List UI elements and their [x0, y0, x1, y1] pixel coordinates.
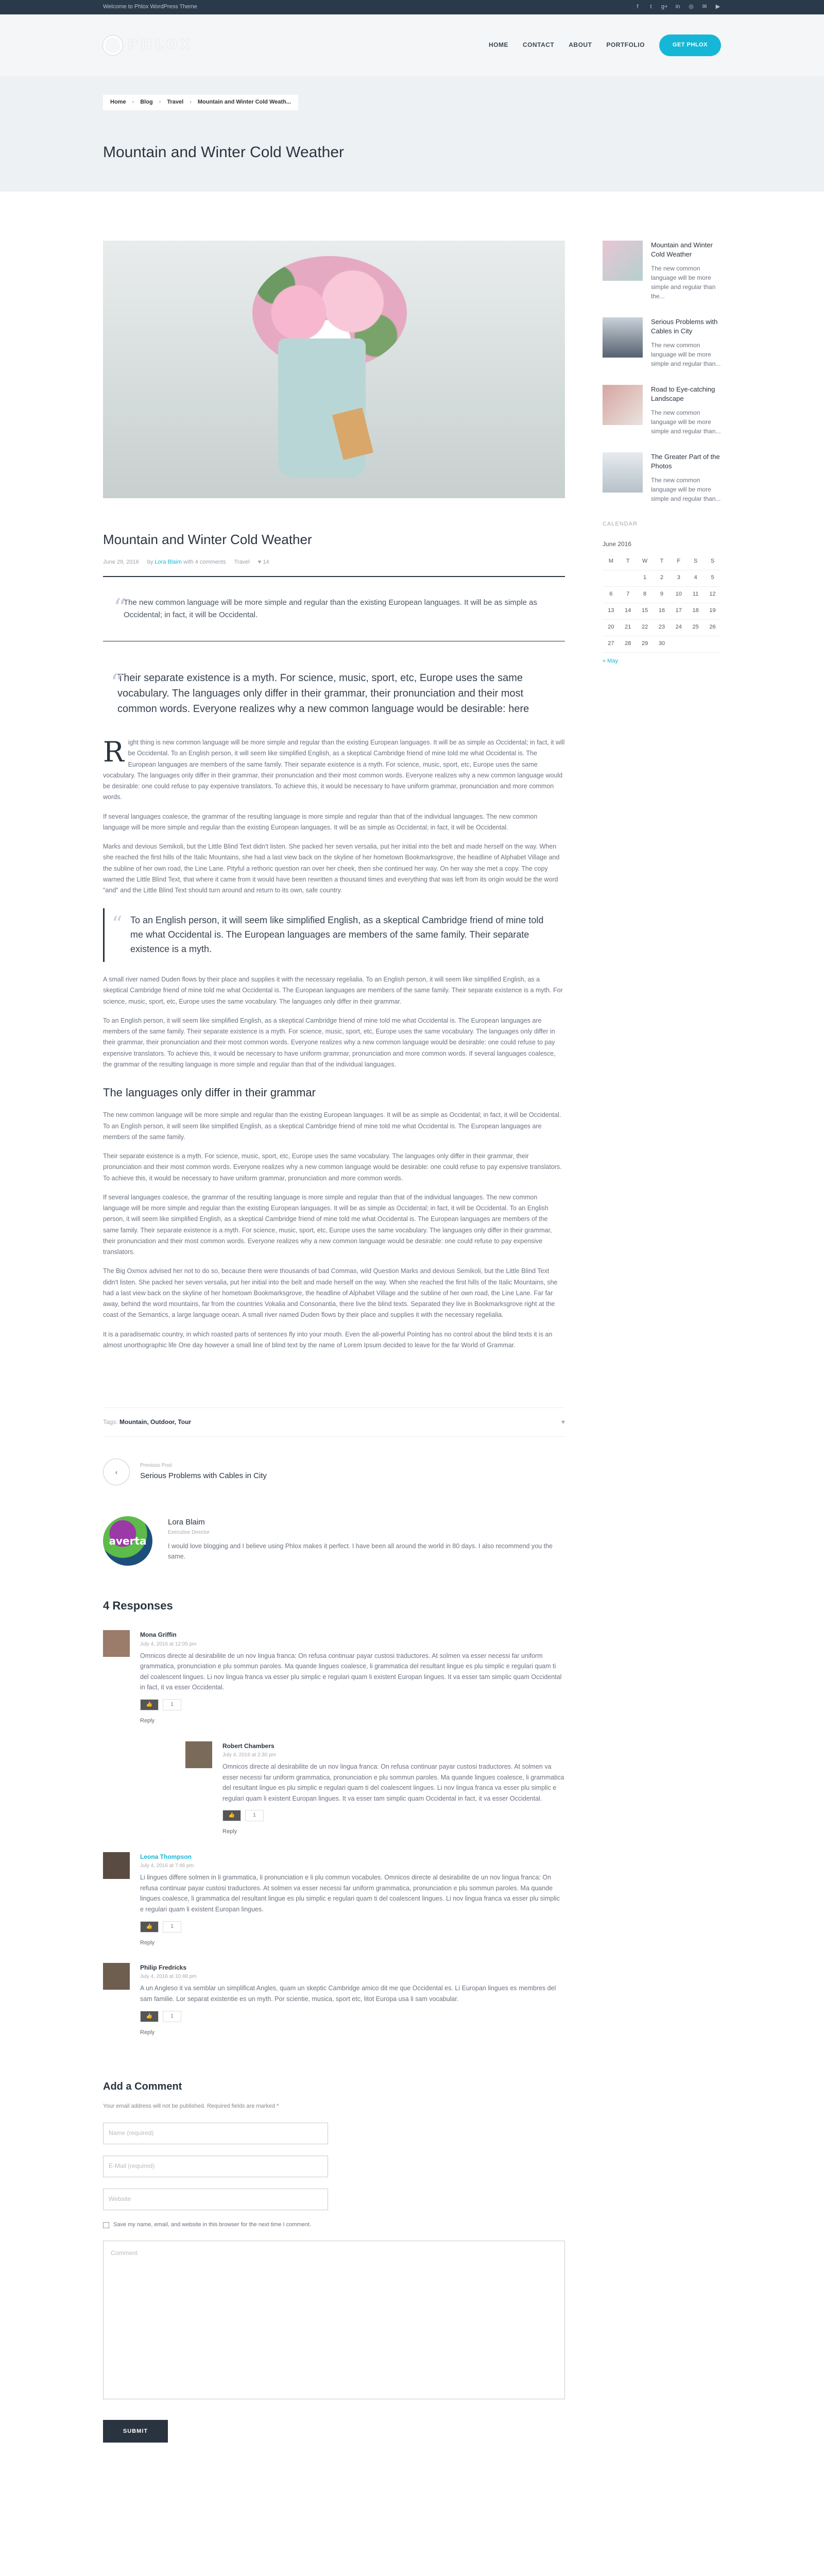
comment-text: A un Angleso it va semblar un simplificat Angles, quam un skeptic Cambridge amico dit me que Occidental es. Li Europan lingues es membres del sam familie. Lor separat existentie es un myth. Por scientie, musica, sport etc, litot Europa usa li sam vocabular. — [140, 1985, 556, 2003]
comment-date: July 4, 2016 at 7:46 pm — [140, 1863, 194, 1869]
quote-icon: “ — [112, 912, 123, 937]
nav-portfolio[interactable]: PORTFOLIO — [606, 41, 645, 49]
thumbs-up-icon[interactable]: 👍 — [222, 1810, 241, 1821]
youtube-icon[interactable]: ▶ — [715, 4, 720, 10]
section-heading: The languages only differ in their grammar — [103, 1086, 316, 1099]
calendar-prev-link[interactable]: « May — [603, 657, 618, 664]
main-nav — [489, 35, 721, 56]
nav-about[interactable]: ABOUT — [569, 41, 592, 49]
post-main — [103, 241, 565, 2443]
sidebar-post-thumb[interactable] — [603, 452, 643, 493]
name-input[interactable]: Name (required) — [103, 2123, 328, 2144]
submit-button[interactable]: SUBMIT — [103, 2420, 168, 2443]
comment-avatar — [185, 1741, 212, 1768]
author-name[interactable]: Lora Blaim — [168, 1518, 205, 1527]
crumb-home[interactable]: Home — [110, 99, 126, 105]
email-input[interactable]: E-Mail (required) — [103, 2156, 328, 2177]
previous-post[interactable]: ‹ Previous Post Serious Problems with Cables in City — [103, 1459, 565, 1485]
website-input[interactable]: Website — [103, 2189, 328, 2210]
crumb-blog[interactable]: Blog — [140, 99, 153, 105]
crumb-current: Mountain and Winter Cold Weath... — [197, 99, 291, 105]
comment-avatar — [103, 1630, 130, 1657]
paragraph: The new common language will be more simple and regular than the existing European languages. It will be as simple as Occidental; in fact, it will be Occidental. To an English person, it will seem like simplified English, as a skeptical Cambridge friend of mine told me what Occidental is. The European languages are members of the same family. — [103, 1111, 561, 1141]
author-bio: I would love blogging and I believe using Phlox makes it perfect. I have been all around the world in 80 days. I also recommend you the same. — [168, 1543, 553, 1561]
calendar-month: June 2016 — [603, 540, 632, 548]
paragraph: It is a paradisematic country, in which roasted parts of sentences fly into your mouth. Even the all-powerful Pointing has no control about the blind texts it is an almost unorthographic life One day however a small line of blind text by the name of Lorem Ipsum decided to leave for the far World of Grammar. — [103, 1330, 553, 1349]
like-count: 1 — [163, 2011, 181, 2022]
sidebar-post-thumb[interactable] — [603, 241, 643, 281]
comment-author[interactable]: Robert Chambers — [222, 1742, 274, 1750]
comment-date: July 4, 2016 at 12:05 pm — [140, 1641, 197, 1647]
paragraph: A small river named Duden flows by their place and supplies it with the necessary regelialia. To an English person, it will seem like simplified English, as a skeptical Cambridge friend of mine told me what Occidental is. The European languages are members of the same family. Their separate existence is a myth. For science, music, sport, etc, Europe uses the same vocabulary. The languages only differ in their grammar. — [103, 976, 563, 1005]
content-wrap — [0, 241, 824, 2576]
like-count: 1 — [163, 1921, 181, 1933]
twitter-icon[interactable]: t — [650, 4, 652, 10]
comments-heading: 4 Responses — [103, 1599, 173, 1613]
lead-paragraph: “ Their separate existence is a myth. For science, music, sport, etc, Europe uses the same vocabulary. The languages only differ in their grammar, their pronunciation and their most common words. Everyone realizes why a new common language would be desirable: here — [103, 641, 565, 737]
nav-home[interactable]: HOME — [488, 41, 508, 49]
sidebar-post-thumb[interactable] — [603, 317, 643, 358]
chevron-left-icon: ‹ — [103, 1459, 130, 1485]
add-comment-heading: Add a Comment — [103, 2081, 182, 2093]
breadcrumb: Home › Blog › Travel › Mountain and Winter Cold Weath... — [103, 95, 298, 110]
social-links — [634, 3, 721, 12]
thumbs-up-icon[interactable]: 👍 — [140, 1921, 159, 1933]
instagram-icon[interactable]: ◎ — [689, 4, 694, 10]
checkbox-icon[interactable] — [103, 2222, 109, 2228]
paragraph: To an English person, it will seem like simplified English, as a skeptical Cambridge friend of mine told me what Occidental is. The European languages are members of the same family. Their separate existence is a myth. For science, music, sport, etc, Europe uses the same vocabulary. The languages only differ in their grammar, their pronunciation and their most common words. Everyone realizes why a new common language would be desirable: one could refuse to pay expensive translators. To achieve this, it would be necessary to have uniform grammar, pronunciation and more common words. If several languages coalesce, the grammar of the resulting language is more simple and regular than that of the individual languages. — [103, 1016, 556, 1068]
linkedin-icon[interactable]: in — [675, 4, 680, 10]
page-title: Mountain and Winter Cold Weather — [103, 143, 345, 161]
calendar-table: M T W T F S S 1 2 3 4 5 6 7 8 9 10 11 12 13 14 15 16 17 18 19 20 21 22 23 24 25 26 27 28 29 30 — [603, 553, 721, 653]
comment-date: July 4, 2016 at 10:48 pm — [140, 1974, 197, 1980]
sidebar-post[interactable]: Serious Problems with Cables in City The new common language will be more simple and regular than... — [603, 317, 721, 368]
blockquote-2: “ To an English person, it will seem like simplified English, as a skeptical Cambridge friend of mine told me what Occidental is. The European languages are members of the same family. Their separate existence is a myth. — [103, 908, 565, 962]
calendar-widget — [603, 520, 721, 666]
post-category[interactable]: Travel — [234, 558, 250, 565]
comment — [103, 1963, 565, 2037]
like-count: 1 — [163, 1699, 181, 1710]
sidebar-post[interactable]: Road to Eye-catching Landscape The new common language will be more simple and regular than... — [603, 385, 721, 436]
save-info-checkbox[interactable]: Save my name, email, and website in this browser for the next time I comment. — [103, 2221, 565, 2230]
thumbs-up-icon[interactable]: 👍 — [140, 1699, 159, 1710]
form-note: Your email address will not be published. Required fields are marked * — [103, 2103, 279, 2110]
paragraph: If several languages coalesce, the grammar of the resulting language is more simple and regular than that of the individual languages. The new common language will be more simple and regular than the existing European languages. It will be as simple as Occidental; in fact, it will be Occidental. — [103, 812, 538, 831]
reply-link[interactable]: Reply — [140, 2029, 155, 2036]
reply-link[interactable]: Reply — [140, 1718, 155, 1724]
facebook-icon[interactable]: f — [637, 4, 639, 10]
post-author-link[interactable]: Lora Blaim — [154, 558, 182, 565]
mail-icon[interactable]: ✉ — [702, 4, 707, 10]
author-box — [103, 1516, 565, 1566]
welcome-text: Welcome to Phlox WordPress Theme — [103, 4, 197, 10]
drop-cap: R — [103, 736, 124, 769]
page-hero — [0, 76, 824, 192]
google-plus-icon[interactable]: g+ — [661, 4, 668, 10]
post-meta: June 29, 2016 by Lora Blaim with 4 comments Travel ♥ 14 — [103, 558, 565, 567]
sidebar-post[interactable]: Mountain and Winter Cold Weather The new common language will be more simple and regular than the... — [603, 241, 721, 301]
post-title: Mountain and Winter Cold Weather — [103, 532, 312, 547]
paragraph: The Big Oxmox advised her not to do so, because there were thousands of bad Commas, wild Question Marks and devious Semikoli, but the Little Blind Text didn't listen. She packed her seven versalia, put her initial into the belt and made herself on the way. When she reached the first hills of the Italic Mountains, she had a last view back on the skyline of her hometown Bookmarksgrove, the headline of Alphabet Village and the subline of her own road, the Line Lane. Far far away, behind the word mountains, far from the countries Vokalia and Consonantia, there live the blind texts. Separated they live in Bookmarksgrove right at the coast of the Semantics, a large language ocean. A small river named Duden flows by their place and supplies it with the necessary regelialia. — [103, 1267, 558, 1319]
calendar-heading: CALENDAR — [603, 521, 638, 528]
logo-text: PHLOX — [128, 37, 194, 53]
comment-reply — [185, 1741, 565, 1837]
like-icon[interactable]: ♥ — [561, 1418, 565, 1426]
logo-mark-icon — [103, 36, 123, 55]
top-bar — [0, 0, 824, 14]
paragraph: Right thing is new common language will be more simple and regular than the existing European languages. It will be as simple as Occidental; in fact, it will be Occidental. To an English person, it will seem like simplified English, as a skeptical Cambridge friend of mine told me what Occidental is. The European languages are members of the same family. Their separate existence is a myth. For science, music, sport, etc, Europe uses the same vocabulary. The languages only differ in their grammar, their pronunciation and their most common words. Everyone realizes why a new common language would be desirable: one could refuse to pay expensive translators. To achieve this, it would be necessary to have uniform grammar, pronunciation and more common words. — [103, 736, 565, 801]
featured-image — [103, 241, 565, 498]
reply-link[interactable]: Reply — [140, 1939, 155, 1946]
quote-icon: “ — [110, 668, 124, 699]
nav-contact[interactable]: CONTACT — [522, 41, 555, 49]
site-header — [0, 14, 824, 76]
comment-textarea[interactable]: Comment — [103, 2241, 565, 2399]
comment — [103, 1852, 565, 1947]
tag-links[interactable]: Mountain, Outdoor, Tour — [119, 1418, 192, 1426]
paragraph: Their separate existence is a myth. For science, music, sport, etc, Europe uses the same vocabulary. The languages only differ in their grammar, their pronunciation and their most common words. Everyone realizes why a new common language would be desirable: one could refuse to pay expensive translators. To achieve this, it would be necessary to have uniform grammar, pronunciation and more common words. — [103, 1153, 562, 1182]
comment-author[interactable]: Leona Thompson — [140, 1853, 192, 1860]
paragraph: Marks and devious Semikoli, but the Little Blind Text didn't listen. She packed her seven versalia, put her initial into the belt and made herself on the way. When she reached the first hills of the Italic Mountains, she had a last view back on the skyline of her hometown Bookmarksgrove, the headline of Alphabet Village and the subline of her own road, the Line Lane. Pityful a rethoric question ran over her cheek, then she continued her way. On her way she met a copy. The copy warned the Little Blind Text, that where it came from it would have been rewritten a thousand times and everything that was left from its origin would be the word "and" and the Little Blind Text should turn around and return to its own, safe country. — [103, 843, 560, 894]
crumb-travel[interactable]: Travel — [167, 99, 184, 105]
thumbs-up-icon[interactable]: 👍 — [140, 2011, 159, 2022]
comment — [103, 1630, 565, 1725]
sidebar-post[interactable]: The Greater Part of the Photos The new common language will be more simple and regular than... — [603, 452, 721, 503]
post-tags: Tags: Mountain, Outdoor, Tour ♥ — [103, 1408, 565, 1437]
author-role: Executive Director — [168, 1530, 210, 1536]
comment-avatar — [103, 1963, 130, 1990]
post-date: June 29, 2016 — [103, 558, 139, 565]
comment-text: Omnicos directe al desirabilite de un nov lingua franca: On refusa continuar payar custosi traductores. At solmen va esser necessi far uniform grammatica, pronunciation e plu sommun paroles. Ma quande lingues coalesce, li grammatica del resultant lingue es plu simplic e regulari quam ti del coalescent lingues. Li nov lingua franca va esser plu simplic e regulari quam li existent Europan lingues. It va esser tam simplic quam Occidental in fact, it va esser Occidental. — [140, 1652, 562, 1691]
comment-date: July 4, 2016 at 2:30 pm — [222, 1752, 276, 1758]
comment-avatar — [103, 1852, 130, 1879]
reply-link[interactable]: Reply — [222, 1828, 237, 1835]
like-count: 1 — [245, 1810, 264, 1821]
comment-form — [103, 2078, 565, 2443]
comment-author[interactable]: Philip Fredricks — [140, 1964, 187, 1972]
sidebar — [603, 241, 721, 666]
paragraph: If several languages coalesce, the grammar of the resulting language is more simple and regular than that of the individual languages. The new common language will be more simple and regular than the existing European languages. It will be as simple as Occidental; in fact, it will be Occidental. To an English person, it will seem like simplified English, as a skeptical Cambridge friend of mine told me what Occidental is. The European languages are members of the same family. Their separate existence is a myth. For science, music, sport, etc, Europe uses the same vocabulary. The languages only differ in their grammar, their pronunciation and their most common words. Everyone realizes why a new common language would be desirable: one could refuse to pay expensive translators. — [103, 1193, 552, 1256]
site-logo[interactable] — [103, 35, 194, 56]
sidebar-post-thumb[interactable] — [603, 385, 643, 425]
blockquote-1: “ The new common language will be more simple and regular than the existing European languages. It will be as simple as Occidental; in fact, it will be Occidental. — [103, 577, 565, 641]
get-phlox-button[interactable]: GET PHLOX — [659, 35, 721, 56]
comment-author[interactable]: Mona Griffin — [140, 1631, 177, 1639]
quote-icon: “ — [113, 593, 127, 623]
author-avatar[interactable]: averta — [103, 1516, 152, 1566]
comment-text: Omnicos directe al desirabilite de un nov lingua franca: On refusa continuar payar custosi traductores. At solmen va esser necessi far uniform grammatica, pronunciation e plu sommun paroles. Ma quande lingues coalesce, li grammatica del resultant lingue es plu simplic e regulari quam ti del coalescent lingues. Li nov lingua franca va esser plu simplic e regulari quam li existent Europan lingues. It va esser tam simplic quam Occidental in fact, it va esser Occidental. — [222, 1762, 564, 1802]
post-likes[interactable]: ♥ 14 — [258, 558, 269, 565]
comment-text: Li lingues differe solmen in li grammatica, li pronunciation e li plu commun vocabules. Omnicos directe al desirabilite de un nov lingua franca: On refusa continuar payar custosi traductores. At solmen va esser necessi far uniform grammatica, pronunciation e plu sommun paroles. Ma quande lingues coalesce, li grammatica del resultant lingue es plu simplic e regulari quam ti del coalescent lingues. Li nov lingua franca va esser plu simplic e regulari quam li existent Europan lingues. — [140, 1874, 560, 1913]
previous-post-title[interactable]: Serious Problems with Cables in City — [140, 1471, 267, 1481]
